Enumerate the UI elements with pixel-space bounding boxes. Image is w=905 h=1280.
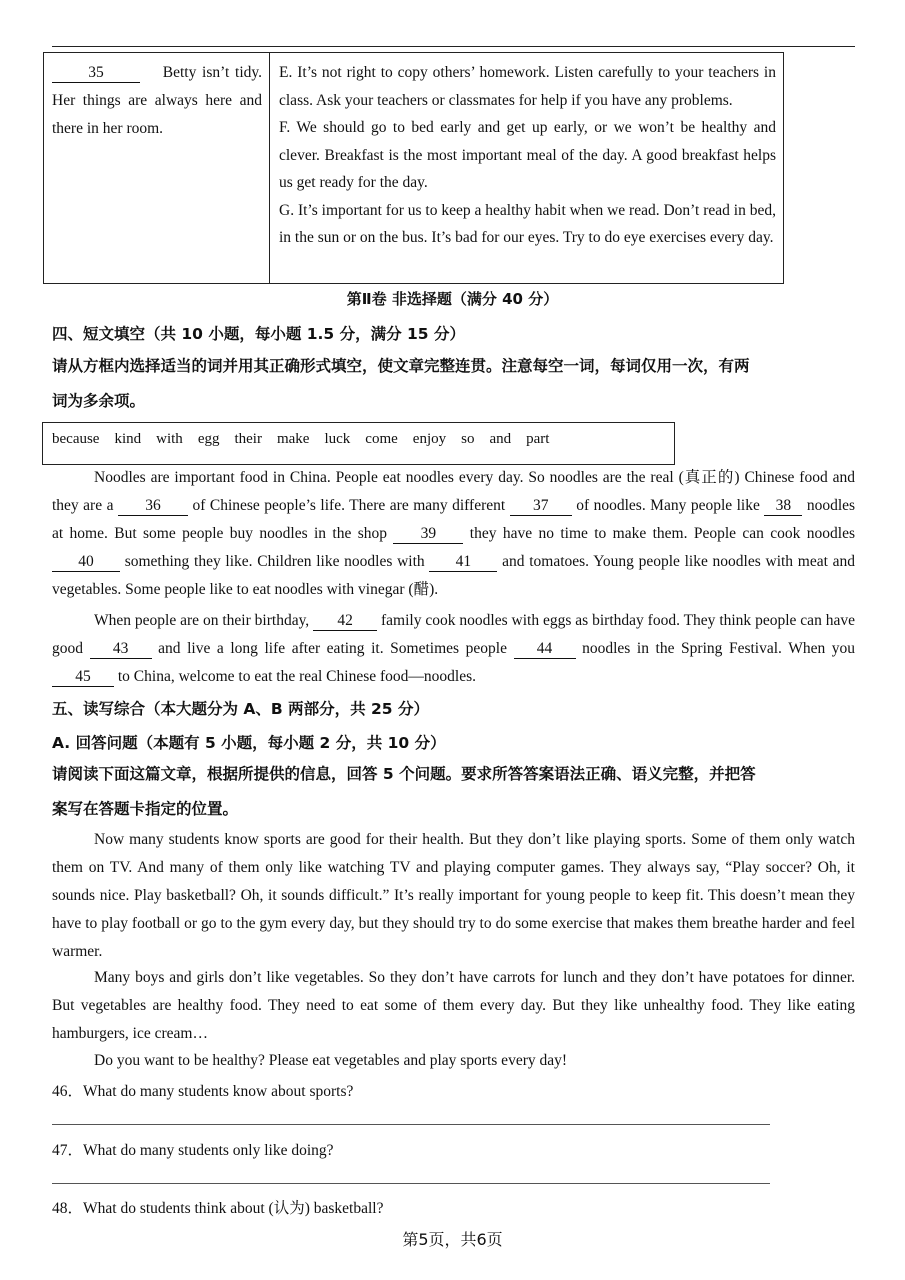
section4-instruction-line1: 请从方框内选择适当的词并用其正确形式填空，使文章完整连贯。注意每空一词，每词仅用一次，有两 bbox=[52, 357, 750, 375]
section5-title: 五、读写综合（本大题分为 A、B 两部分，共 25 分） bbox=[52, 700, 429, 718]
word-bank-item: their bbox=[234, 431, 262, 447]
p2-text-c: and live a long life after eating it. Sometimes people bbox=[158, 640, 507, 657]
section4-instruction bbox=[52, 349, 857, 419]
blank-35[interactable]: 35 bbox=[52, 64, 140, 83]
blank-39[interactable]: 39 bbox=[393, 525, 463, 544]
word-bank-item: egg bbox=[197, 431, 220, 447]
section5-instruction-line2: 案写在答题卡指定的位置。 bbox=[52, 800, 239, 818]
question-48: 48．What do students think about (认为) basketball? bbox=[52, 1200, 384, 1217]
left-cell-text: Betty isn’t tidy. Her things are always here and there in her room. bbox=[52, 64, 263, 137]
blank-38[interactable]: 38 bbox=[764, 497, 802, 516]
section4-instruction-line2: 词为多余项。 bbox=[52, 392, 146, 410]
word-bank-item: enjoy bbox=[412, 431, 447, 447]
question-46: 46．What do many students know about sports? bbox=[52, 1083, 354, 1100]
option-f: F. We should go to bed early and get up early, or we won’t be healthy and clever. Breakfast is the most important meal of the day. A good breakfast helps us get ready for the day. bbox=[279, 119, 776, 191]
question-47: 47．What do many students only like doing? bbox=[52, 1142, 334, 1159]
p2-text-e: to China, welcome to eat the real Chinese food—noodles. bbox=[117, 668, 477, 685]
blank-45[interactable]: 45 bbox=[52, 668, 114, 687]
section5-sub-a: A. 回答问题（本题有 5 小题，每小题 2 分，共 10 分） bbox=[52, 734, 446, 752]
answer-line-46[interactable] bbox=[52, 1124, 770, 1125]
section5-instruction-line1: 请阅读下面这篇文章，根据所提供的信息，回答 5 个问题。要求所答答案语法正确、语义完整，并把答 bbox=[52, 765, 756, 783]
word-bank-list bbox=[52, 431, 564, 448]
answer-line-47[interactable] bbox=[52, 1183, 770, 1184]
p1-text-c: of noodles. Many people like bbox=[576, 497, 760, 514]
p2-text-b: family cook noodles with eggs as birthday food. They think people can have good bbox=[52, 612, 855, 657]
word-bank-item: kind bbox=[114, 431, 142, 447]
word-bank-item: because bbox=[52, 431, 100, 447]
blank-44[interactable]: 44 bbox=[514, 640, 576, 659]
p1-text-a: Noodles are important food in China. People eat noodles every day. So noodles are the real (真正的) Chinese food and they are a bbox=[52, 469, 855, 514]
birthday-passage bbox=[52, 607, 855, 691]
word-bank-item: and bbox=[489, 431, 512, 447]
option-e: E. It’s not right to copy others’ homework. Listen carefully to your teachers in class. Ask your teachers or classmates for help if you have any problems. bbox=[279, 64, 776, 109]
word-bank-item: come bbox=[365, 431, 398, 447]
word-bank-item: part bbox=[526, 431, 550, 447]
word-bank-item: with bbox=[156, 431, 183, 447]
p1-text-b: of Chinese people’s life. There are many different bbox=[192, 497, 506, 514]
section4-title: 四、短文填空（共 10 小题，每小题 1.5 分，满分 15 分） bbox=[52, 325, 465, 343]
word-bank-item: luck bbox=[324, 431, 351, 447]
p2-text-a: When people are on their birthday, bbox=[94, 612, 310, 629]
blank-43[interactable]: 43 bbox=[90, 640, 152, 659]
p1-text-f: something they like. Children like noodles with bbox=[124, 553, 425, 570]
word-bank-item: so bbox=[461, 431, 475, 447]
health-p3-text: Do you want to be healthy? Please eat vegetables and play sports every day! bbox=[94, 1052, 568, 1069]
word-bank bbox=[42, 422, 675, 465]
p1-text-e: they have no time to make them. People can cook noodles bbox=[469, 525, 856, 542]
option-g: G. It’s important for us to keep a healthy habit when we read. Don’t read in bed, in the sun or on the bus. It’s bad for our eyes. Try to do eye exercises every day. bbox=[279, 201, 776, 246]
blank-40[interactable]: 40 bbox=[52, 553, 120, 572]
matching-table bbox=[43, 52, 784, 284]
blank-37[interactable]: 37 bbox=[510, 497, 572, 516]
header-rule bbox=[52, 46, 855, 47]
blank-41[interactable]: 41 bbox=[429, 553, 497, 572]
health-passage-p3 bbox=[52, 1047, 855, 1075]
health-p2-text: Many boys and girls don’t like vegetables. So they don’t have carrots for lunch and they don’t have potatoes for dinner. But vegetables are healthy food. They need to eat some of them every day. But they like unhealthy food. They like eating hamburgers, ice cream… bbox=[52, 969, 855, 1042]
part2-title: 第Ⅱ卷 非选择题（满分 40 分） bbox=[346, 290, 559, 308]
p2-text-d: noodles in the Spring Festival. When you bbox=[582, 640, 856, 657]
health-passage-p1 bbox=[52, 826, 855, 966]
word-bank-item: make bbox=[276, 431, 310, 447]
blank-42[interactable]: 42 bbox=[313, 612, 377, 631]
table-right-cell bbox=[279, 59, 776, 252]
p1-text-g: and tomatoes. Young people like noodles with meat and vegetables. Some people like to eat noodles with vinegar (醋). bbox=[52, 553, 855, 598]
page-number: 第5页，共6页 bbox=[402, 1230, 503, 1249]
table-left-cell bbox=[52, 59, 262, 143]
noodles-passage bbox=[52, 464, 855, 604]
table-divider bbox=[269, 53, 270, 283]
section5-instruction bbox=[52, 757, 857, 827]
blank-36[interactable]: 36 bbox=[118, 497, 188, 516]
p1-text-d: noodles at home. But some people buy noodles in the shop bbox=[52, 497, 856, 542]
health-passage-p2 bbox=[52, 964, 855, 1048]
health-p1-text: Now many students know sports are good for their health. But they don’t like playing sports. Some of them only watch them on TV. And many of them only like watching TV and playing computer games. They always say, “Play soccer? Oh, it sounds nice. Play basketball? Oh, it sounds difficult.” It’s really important for young people to keep fit. This doesn’t mean they have to play football or go to the gym every day, but they should try to do some exercise that makes them breathe harder and feel warmer. bbox=[52, 831, 855, 960]
